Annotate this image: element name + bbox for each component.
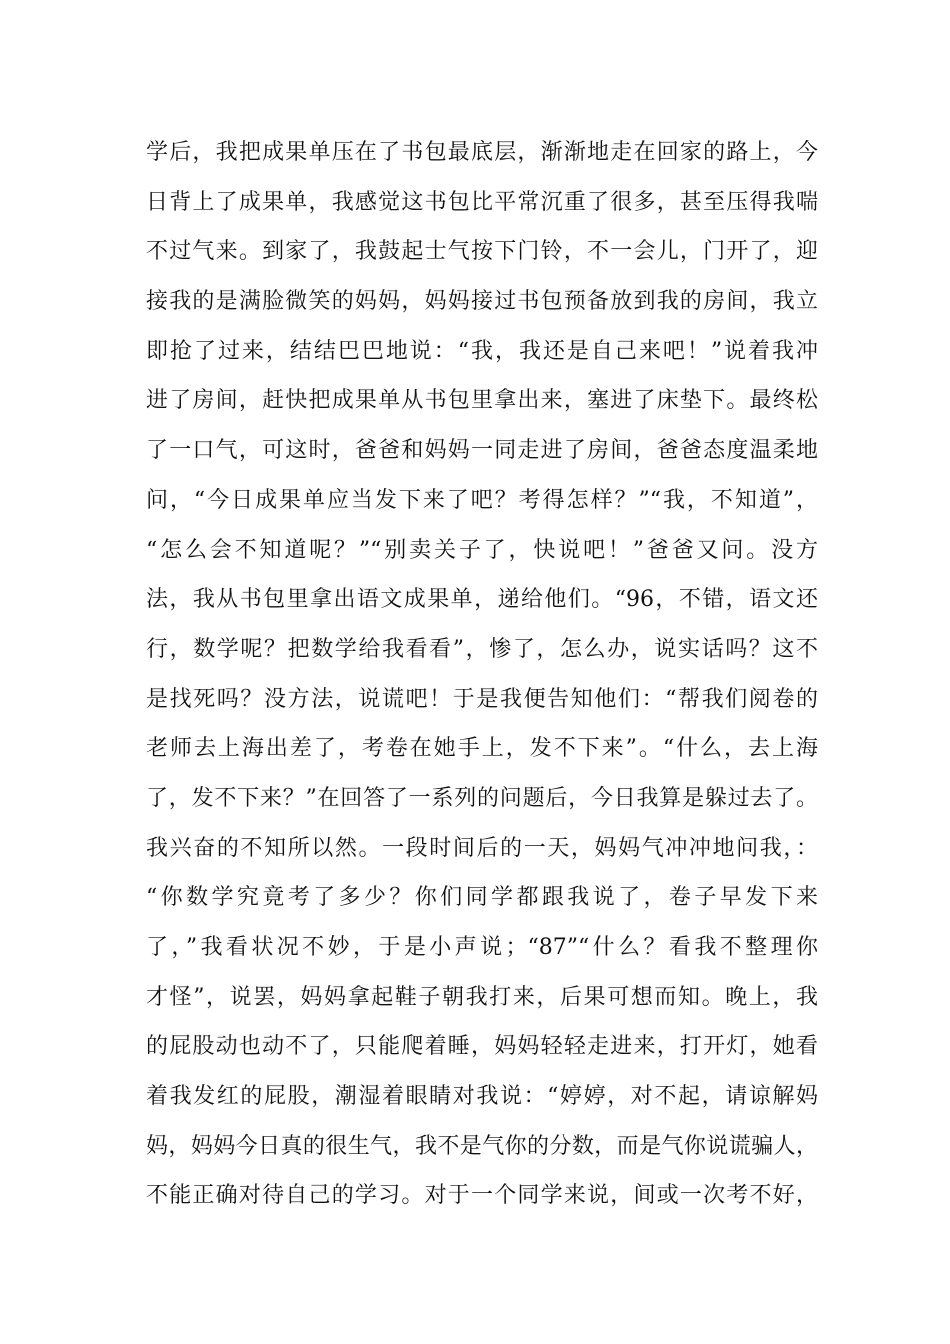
body-text (146, 128, 818, 1221)
text-line: 是找死吗？没方法，说谎吧！于是我便告知他们：“帮我们阅卷的 (146, 686, 818, 712)
text-line: 着我发红的屁股，潮湿着眼睛对我说：“婷婷，对不起，请谅解妈 (146, 1084, 818, 1110)
text-line: “你数学究竟考了多少？你们同学都跟我说了，卷子早发下来 (146, 885, 818, 911)
text-line: 学后，我把成果单压在了书包最底层，渐渐地走在回家的路上，今 (146, 140, 818, 165)
text-line: 接我的是满脸微笑的妈妈，妈妈接过书包预备放到我的房间，我立 (146, 289, 818, 315)
text-line: 了，”我看状况不妙，于是小声说；“87”“什么？看我不整理你 (146, 935, 818, 960)
text-line: 了一口气，可这时，爸爸和妈妈一同走进了房间，爸爸态度温柔地 (146, 438, 818, 464)
text-line: 妈，妈妈今日真的很生气，我不是气你的分数，而是气你说谎骗人， (146, 1133, 818, 1159)
text-line: 日背上了成果单，我感觉这书包比平常沉重了很多，甚至压得我喘 (146, 189, 818, 215)
text-line: 行，数学呢？把数学给我看看”，惨了，怎么办，说实话吗？这不 (146, 636, 818, 662)
text-line: 才怪”，说罢，妈妈拿起鞋子朝我打来，后果可想而知。晚上，我 (146, 984, 818, 1010)
text-line: 我兴奋的不知所以然。一段时间后的一天，妈妈气冲冲地问我，： (146, 835, 818, 861)
text-line: 即抢了过来，结结巴巴地说：“我，我还是自己来吧！”说着我冲 (146, 338, 818, 364)
text-line: “怎么会不知道呢？”“别卖关子了，快说吧！”爸爸又问。没方 (146, 537, 818, 563)
text-line: 老师去上海出差了，考卷在她手上，发不下来”。“什么，去上海 (146, 736, 818, 762)
text-line: 了，发不下来？”在回答了一系列的问题后，今日我算是躲过去了。 (146, 785, 818, 811)
text-line: 不过气来。到家了，我鼓起士气按下门铃，不一会儿，门开了，迎 (146, 239, 818, 265)
text-line: 不能正确对待自己的学习。对于一个同学来说，间或一次考不好， (146, 1183, 818, 1209)
text-line: 的屁股动也动不了，只能爬着睡，妈妈轻轻走进来，打开灯，她看 (146, 1034, 818, 1060)
text-line: 法，我从书包里拿出语文成果单，递给他们。“96，不错，语文还 (146, 587, 818, 613)
text-line: 进了房间，赶快把成果单从书包里拿出来，塞进了床垫下。最终松 (146, 388, 818, 414)
text-line: 问，“今日成果单应当发下来了吧？考得怎样？”“我，不知道”， (146, 487, 818, 513)
